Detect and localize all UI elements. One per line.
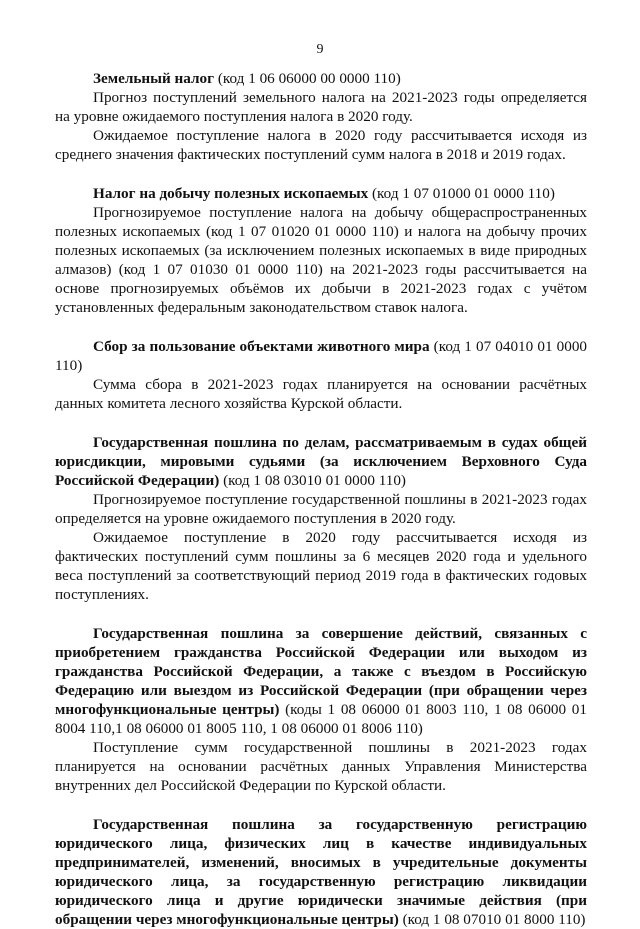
document-body <box>55 69 587 929</box>
paragraph: Поступление сумм государственной пошлины в 2021-2023 годах планируется на основании расчётных данных Управления Министерства внутренних дел Российской Федерации по Курской области. <box>55 739 587 794</box>
section-code: (код 1 06 06000 00 0000 110) <box>217 70 401 87</box>
paragraph: Прогнозируемое поступление налога на добычу общераспространенных полезных ископаемых (код 1 07 01020 01 0000 110) и налога на добычу прочих полезных ископаемых (за исключением полезных ископаемых в виде природных алмазов) (код 1 07 01030 01 0000 110) на 2021-2023 годы рассчитывается на основе прогнозируемых объёмов их добычи в 2021-2023 годах с учётом установленных федеральным законодательством ставок налога. <box>55 204 587 316</box>
section-wildlife-fee <box>55 337 587 413</box>
section-title: Государственная пошлина по делам, рассматриваемым в судах общей юрисдикции, мировыми судьями (за исключением Верховного Суда Российской Федерации) <box>55 434 587 489</box>
section-heading <box>55 624 587 738</box>
section-heading <box>55 69 587 88</box>
section-title: Земельный налог <box>93 70 215 87</box>
section-registration-duty <box>55 815 587 929</box>
paragraph: Ожидаемое поступление налога в 2020 году рассчитывается исходя из среднего значения фактических поступлений сумм налога в 2018 и 2019 годах. <box>55 127 587 163</box>
section-citizenship-duty <box>55 624 587 795</box>
section-code: (код 1 07 01000 01 0000 110) <box>372 185 555 202</box>
section-heading <box>55 337 587 375</box>
section-code: (коды 1 08 06000 01 8003 110, 1 08 06000 01 8004 110,1 08 06000 01 8005 110, 1 08 06000 01 8006 110) <box>55 701 587 737</box>
section-title: Сбор за пользование объектами животного мира <box>93 338 430 355</box>
section-title: Налог на добычу полезных ископаемых <box>93 185 369 202</box>
section-code: (код 1 08 07010 01 8000 110) <box>402 911 586 928</box>
section-court-duty <box>55 433 587 604</box>
section-code: (код 1 07 04010 01 0000 110) <box>55 338 588 374</box>
section-heading <box>55 184 587 203</box>
section-land-tax <box>55 69 587 164</box>
section-title: Государственная пошлина за государственную регистрацию юридического лица, физических лиц в качестве индивидуальных предпринимателей, изменений, вносимых в учредительные документы юридического лица, за государственную регистрацию ликвидации юридического лица и другие юридически значимые действия (при обращении через многофункциональные центры) <box>55 816 587 928</box>
paragraph: Сумма сбора в 2021-2023 годах планируется на основании расчётных данных комитета лесного хозяйства Курской области. <box>55 376 587 412</box>
page-number: 9 <box>316 42 324 57</box>
section-mining-tax <box>55 184 587 317</box>
section-title: Государственная пошлина за совершение действий, связанных с приобретением гражданства Российской Федерации или выходом из гражданства Российской Федерации, а также с въездом в Российскую Федерацию или выездом из Российской Федерации (при обращении через многофункциональные центры) <box>55 625 587 718</box>
paragraph: Ожидаемое поступление в 2020 году рассчитывается исходя из фактических поступлений сумм пошлины за 6 месяцев 2020 года и удельного веса поступлений за соответствующий период 2019 года в фактических годовых поступлениях. <box>55 529 587 603</box>
paragraph: Прогноз поступлений земельного налога на 2021-2023 годы определяется на уровне ожидаемого поступления налога в 2020 году. <box>55 89 587 125</box>
section-heading <box>55 815 587 929</box>
section-code: (код 1 08 03010 01 0000 110) <box>223 472 406 489</box>
paragraph: Прогнозируемое поступление государственной пошлины в 2021-2023 годах определяется на уровне ожидаемого поступления в 2020 году. <box>55 491 587 527</box>
section-heading <box>55 433 587 490</box>
